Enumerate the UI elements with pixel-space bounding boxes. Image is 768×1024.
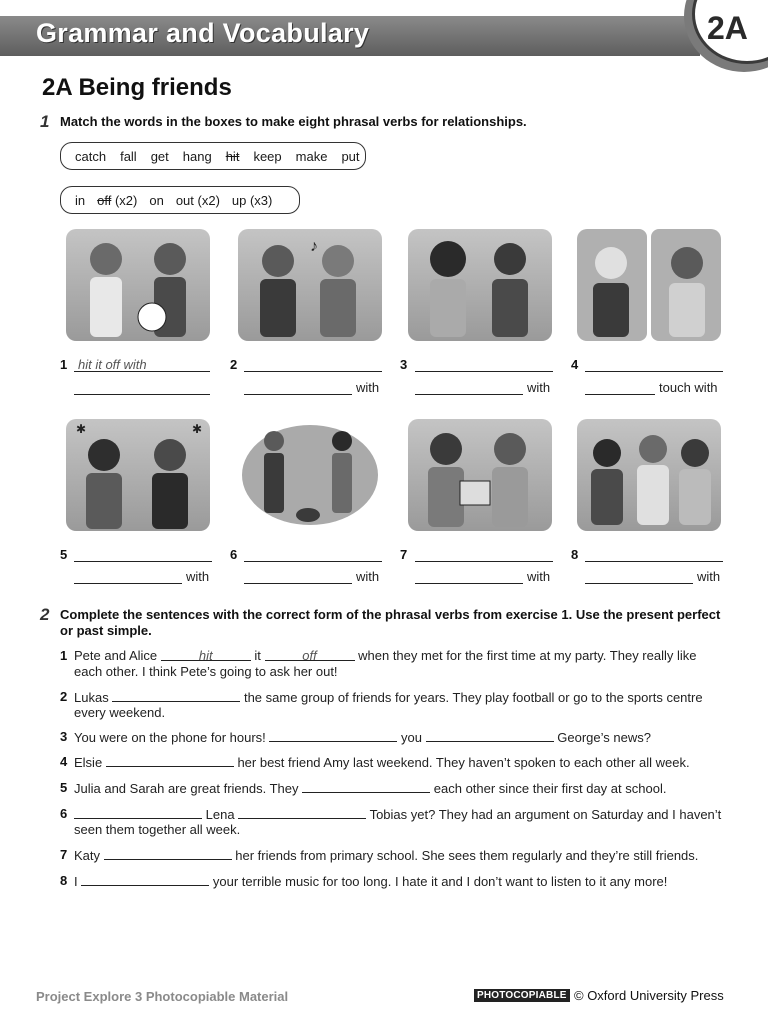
sentence-text: Julia and Sarah are great friends. They <box>74 781 299 796</box>
item-suffix: with <box>186 569 210 584</box>
sentence-6 <box>74 806 734 823</box>
item-suffix: touch with <box>659 380 718 395</box>
illustration-4 <box>577 229 721 341</box>
sentence-text: each other since their first day at school. <box>433 781 667 796</box>
word: (x2) <box>114 192 138 208</box>
item-number: 7 <box>400 547 408 562</box>
item-suffix: with <box>356 569 380 584</box>
answer-line[interactable] <box>244 570 352 584</box>
word: out (x2) <box>175 192 220 208</box>
sentence-number: 7 <box>60 847 68 862</box>
sentence-number: 3 <box>60 729 68 744</box>
sentence-5 <box>74 780 734 797</box>
illustration-5 <box>66 419 210 531</box>
word-crossed-out: off <box>97 192 112 208</box>
svg-text:✱: ✱ <box>76 422 87 436</box>
item-suffix: with <box>356 380 380 395</box>
sentence-number: 4 <box>60 754 68 769</box>
sentence-text: Pete and Alice <box>74 648 158 663</box>
answer-line[interactable] <box>74 570 182 584</box>
sentence-6-cont: seen them together all week. <box>74 822 241 837</box>
answer-line[interactable] <box>585 548 723 562</box>
sentence-3 <box>74 729 734 746</box>
word: get <box>150 148 169 164</box>
answer-blank[interactable] <box>238 806 366 819</box>
sentence-7 <box>74 847 734 864</box>
illustration-8 <box>577 419 721 531</box>
sentence-text: I <box>74 874 78 889</box>
answer-blank[interactable] <box>81 873 209 886</box>
illustration-2 <box>238 229 382 341</box>
answer-blank[interactable] <box>74 806 202 819</box>
example-answer: hit it off with <box>78 357 147 372</box>
svg-text:♪: ♪ <box>310 238 318 255</box>
exercise-1-instruction: Match the words in the boxes to make eight phrasal verbs for relationships. <box>60 114 527 129</box>
sentence-text: your terrible music for too long. I hate it and I don’t want to listen to it any more! <box>212 874 668 889</box>
word: up (x3) <box>231 192 273 208</box>
sentence-8 <box>74 873 734 890</box>
photocopiable-badge: PHOTOCOPIABLE <box>474 989 570 1002</box>
sentence-1 <box>74 648 734 664</box>
answer-line[interactable] <box>585 358 723 372</box>
word: hang <box>182 148 212 164</box>
answer-line[interactable] <box>415 381 523 395</box>
sentence-number: 1 <box>60 648 68 663</box>
word-box-verbs <box>60 142 366 170</box>
sentence-text: it <box>254 648 261 663</box>
item-suffix: with <box>527 569 551 584</box>
sentence-text: when they met for the first time at my party. They really like <box>358 648 697 663</box>
unit-label: 2A <box>707 10 748 46</box>
sentence-text: the same group of friends for years. They play football or go to the sports centre <box>243 690 703 705</box>
sentence-number: 2 <box>60 689 68 704</box>
word: in <box>75 192 86 208</box>
item-number: 6 <box>230 547 238 562</box>
answer-blank[interactable] <box>302 780 430 793</box>
sentence-number: 8 <box>60 873 68 888</box>
answer-blank[interactable] <box>104 847 232 860</box>
answer-line[interactable] <box>585 570 693 584</box>
answer-line[interactable] <box>415 570 523 584</box>
sentence-text: Katy <box>74 848 101 863</box>
sentence-text: You were on the phone for hours! <box>74 730 266 745</box>
illustration-1 <box>66 229 210 341</box>
publisher-copyright: © Oxford University Press <box>574 988 724 1003</box>
item-number: 4 <box>571 357 579 372</box>
answer-line[interactable] <box>244 358 382 372</box>
answer-line[interactable] <box>74 548 212 562</box>
exercise-2-number: 2 <box>40 605 50 624</box>
footer-credit: Project Explore 3 Photocopiable Material <box>36 989 289 1004</box>
word: put <box>341 148 360 164</box>
sentence-2-cont: every weekend. <box>74 705 166 720</box>
sentence-2 <box>74 689 734 706</box>
item-suffix: with <box>697 569 721 584</box>
word-box-particles <box>60 186 300 214</box>
item-number: 2 <box>230 357 238 372</box>
answer-line[interactable] <box>244 548 382 562</box>
word: keep <box>253 148 282 164</box>
sentence-text: her best friend Amy last weekend. They haven’t spoken to each other all week. <box>237 755 690 770</box>
section-title: Grammar and Vocabulary <box>36 18 370 48</box>
answer-blank[interactable] <box>106 754 234 767</box>
word: fall <box>120 148 137 164</box>
word: on <box>149 192 164 208</box>
item-number: 3 <box>400 357 408 372</box>
answer-blank[interactable]: hit <box>161 648 251 661</box>
sentence-number: 6 <box>60 806 68 821</box>
exercise-2-instruction-line1: Complete the sentences with the correct form of the phrasal verbs from exercise 1. Use the present perfect <box>60 607 721 622</box>
answer-blank[interactable] <box>426 729 554 742</box>
item-number: 1 <box>60 357 68 372</box>
sentence-text: you <box>401 730 422 745</box>
sentence-text: George’s news? <box>557 730 651 745</box>
sentence-1-cont: each other. I think Pete’s going to ask her out! <box>74 664 338 679</box>
word: catch <box>75 148 107 164</box>
answer-blank[interactable] <box>112 689 240 702</box>
sentence-text: Lukas <box>74 690 109 705</box>
word: make <box>295 148 328 164</box>
answer-line[interactable] <box>585 381 655 395</box>
illustration-3 <box>408 229 552 341</box>
illustration-7 <box>408 419 552 531</box>
answer-blank[interactable]: off <box>265 648 355 661</box>
answer-line[interactable] <box>74 381 210 395</box>
sentence-text: Tobias yet? They had an argument on Saturday and I haven’t <box>369 807 722 822</box>
sentence-text: Lena <box>205 807 235 822</box>
sentence-number: 5 <box>60 780 68 795</box>
word-crossed-out: hit <box>225 148 240 164</box>
item-number: 5 <box>60 547 68 562</box>
item-number: 8 <box>571 547 579 562</box>
illustration-6 <box>238 419 382 531</box>
sentence-text: her friends from primary school. She sees them regularly and they’re still friends. <box>235 848 699 863</box>
answer-line[interactable] <box>415 548 553 562</box>
answer-blank[interactable] <box>269 729 397 742</box>
answer-line[interactable] <box>415 358 553 372</box>
page-title: 2A Being friends <box>42 74 232 101</box>
sentence-4 <box>74 754 734 771</box>
sentence-text: Elsie <box>74 755 103 770</box>
answer-line[interactable] <box>244 381 352 395</box>
item-suffix: with <box>527 380 551 395</box>
exercise-2-instruction-line2: or past simple. <box>60 623 152 638</box>
exercise-1-number: 1 <box>40 112 50 131</box>
svg-text:✱: ✱ <box>192 422 203 436</box>
